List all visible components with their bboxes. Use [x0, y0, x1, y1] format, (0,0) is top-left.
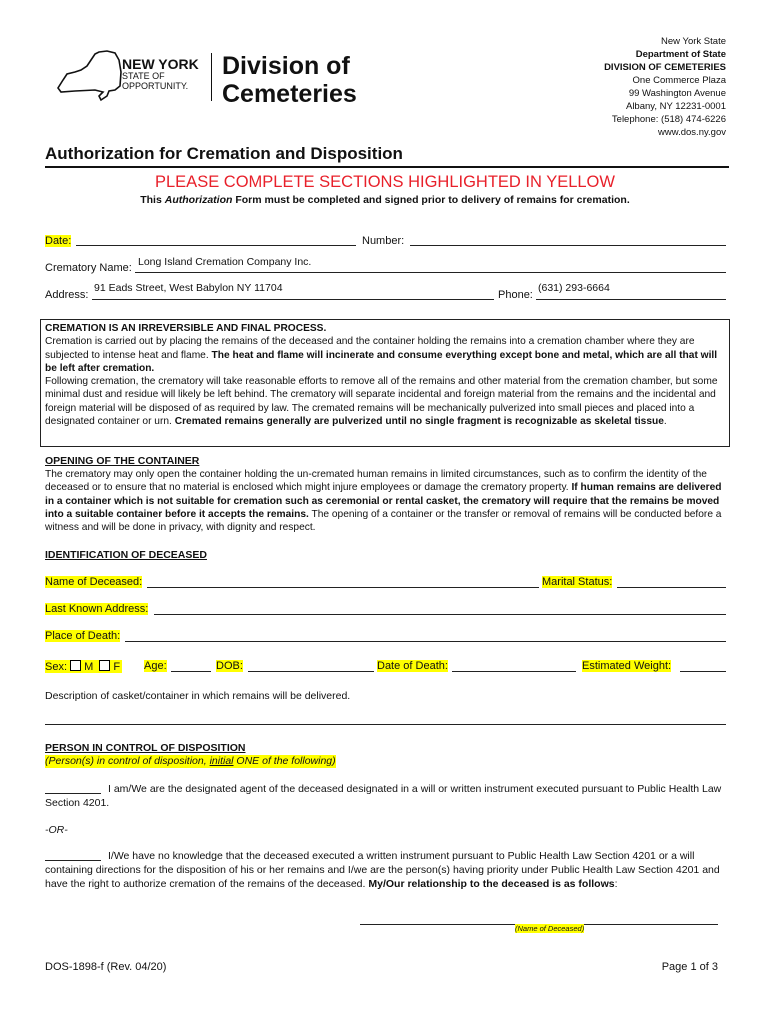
agency-city: Albany, NY 12231-0001 [625, 101, 726, 112]
notice-highlighted-sections: PLEASE COMPLETE SECTIONS HIGHLIGHTED IN YELLOW [155, 173, 615, 191]
cremation-notice-text [45, 322, 729, 428]
form-title: Authorization for Cremation and Disposition [45, 144, 403, 163]
age-label: Age: [144, 660, 167, 672]
logo-new-york: NEW YORK [122, 56, 199, 72]
agency-website: www.dos.ny.gov [658, 127, 726, 138]
agency-division: DIVISION OF CEMETERIES [604, 62, 726, 73]
form-instruction [0, 194, 770, 206]
sex-male-label: M [84, 661, 94, 673]
date-of-death-field[interactable] [452, 671, 576, 672]
opening-p1-bold: If human remains are delivered in a container which is not suitable for cremation such as ceremonial or rental casket, the crematory will require that the remains be moved into a suitable container before it accepts the remains. [45, 482, 722, 520]
sex-female-checkbox[interactable] [99, 660, 110, 671]
dob-field[interactable] [248, 671, 374, 672]
agency-address2: 99 Washington Avenue [628, 88, 726, 99]
date-label: Date: [45, 235, 72, 247]
marital-status-field[interactable] [617, 587, 726, 588]
phone-value[interactable]: (631) 293-6664 [538, 282, 610, 294]
logo-opportunity: OPPORTUNITY. [122, 81, 189, 91]
opening-p1: The crematory may only open the container holding the un-cremated human remains in limited circumstances, such as to confirm the identity of the deceased or to ensure that no material is enclosed which might injure employees or damage the crematory property. [45, 469, 707, 494]
cremation-p1: Cremation is carried out by placing the remains of the deceased and the container holding the remains into a cremation chamber where they are subjected to intense heat and flame. [45, 336, 695, 361]
date-of-death-label: Date of Death: [377, 660, 448, 672]
cremation-p2: Following cremation, the crematory will take reasonable efforts to remove all of the remains and other material from the cremation chamber, but some minimal dust and residue will likely be left behind. The crematory will separate incidental and foreign material from the remains and the incidental and foreign material will be disposed of as required by law. The cremated remains will be mechanically pulverized into small pieces and placed into a designated container or urn. [45, 376, 718, 428]
or-separator: -OR- [45, 824, 68, 836]
crematory-name-value[interactable]: Long Island Cremation Company Inc. [138, 256, 312, 268]
sex-male-checkbox[interactable] [70, 660, 81, 671]
ny-logo-text [122, 57, 199, 91]
agency-department: Department of State [635, 49, 726, 60]
instruction-post: Form must be completed and signed prior to delivery of remains for cremation. [232, 194, 630, 206]
title-rule [45, 166, 729, 168]
address-field[interactable] [92, 299, 494, 300]
option1-label: I am/We are the designated agent of the deceased designated in a will or written instrument executed pursuant to Public Health Law Section 4201. [45, 783, 722, 809]
address-label: Address: [45, 289, 89, 301]
agency-address-block [604, 35, 726, 139]
person-heading: PERSON IN CONTROL OF DISPOSITION [45, 742, 246, 754]
option1-text [45, 782, 729, 810]
opening-text [45, 468, 729, 534]
name-of-deceased-field[interactable] [147, 587, 539, 588]
number-label: Number: [362, 235, 405, 247]
date-field[interactable] [76, 245, 356, 246]
person-subheading [45, 755, 336, 768]
option2-text [45, 849, 729, 891]
instruction-pre: This [140, 194, 165, 206]
estimated-weight-label: Estimated Weight: [582, 660, 672, 672]
sex-label: Sex: [45, 661, 68, 673]
marital-status-label: Marital Status: [542, 576, 613, 588]
opening-heading: OPENING OF THE CONTAINER [45, 455, 200, 467]
page-number: Page 1 of 3 [661, 961, 718, 973]
name-of-deceased-caption: (Name of Deceased) [515, 924, 585, 933]
deceased-heading: IDENTIFICATION OF DECEASED [45, 549, 207, 561]
sex-female-label: F [113, 661, 121, 673]
dob-label: DOB: [216, 660, 243, 672]
form-number: DOS-1898-f (Rev. 04/20) [45, 961, 167, 973]
casket-description-label: Description of casket/container in which remains will be delivered. [45, 690, 351, 702]
person-sub-post: ONE of the following) [233, 755, 336, 767]
last-known-address-label: Last Known Address: [45, 603, 149, 615]
agency-telephone: Telephone: (518) 474-6226 [611, 114, 726, 125]
cremation-p1-bold: The heat and flame will incinerate and consume everything except bone and metal, which are all that will be left after cremation. [45, 349, 718, 374]
cremation-heading: CREMATION IS AN IRREVERSIBLE AND FINAL PROCESS. [45, 323, 327, 334]
number-field[interactable] [410, 245, 726, 246]
crematory-name-field[interactable] [135, 272, 726, 273]
last-known-address-field[interactable] [154, 614, 726, 615]
place-of-death-field[interactable] [125, 641, 726, 642]
estimated-weight-field[interactable] [680, 671, 726, 672]
new-york-state-map-logo [55, 50, 125, 102]
option2-end: : [614, 878, 618, 890]
division-of-cemeteries-title [222, 52, 357, 108]
person-sub-initial: initial [209, 755, 234, 767]
crematory-name-label: Crematory Name: [45, 262, 132, 274]
division-line-2: Cemeteries [222, 80, 357, 108]
opening-p1-end: The opening of a container or the transfer or removal of remains will be conducted before a witness and will be done in privacy, with dignity and respect. [45, 508, 722, 534]
agency-address1: One Commerce Plaza [632, 75, 726, 86]
phone-field[interactable] [536, 299, 726, 300]
cremation-p2-end: . [663, 416, 667, 428]
option2-label: I/We have no knowledge that the deceased executed a written instrument pursuant to Public Health Law Section 4201 or a will containing directions for the disposition of his or her remains and I/we are the person(s) having priority under Public Health Law Section 4201 and have the right to authorize cremation of the remains of the deceased. [45, 850, 720, 890]
casket-description-field[interactable] [45, 724, 726, 725]
address-value[interactable]: 91 Eads Street, West Babylon NY 11704 [94, 282, 283, 294]
instruction-em: Authorization [164, 194, 233, 206]
sex-row [45, 660, 122, 673]
name-of-deceased-label: Name of Deceased: [45, 576, 143, 588]
place-of-death-label: Place of Death: [45, 630, 121, 642]
cremation-p2-bold: Cremated remains generally are pulverized until no single fragment is recognizable as skeletal tissue [174, 416, 664, 428]
logo-divider [211, 53, 212, 101]
person-heading-block [45, 742, 336, 768]
division-line-1: Division of [222, 52, 350, 80]
phone-label: Phone: [498, 289, 533, 301]
age-field[interactable] [171, 671, 211, 672]
logo-state-of: STATE OF [122, 71, 165, 81]
person-sub-pre: (Person(s) in control of disposition, [45, 755, 210, 767]
option2-relationship-label: My/Our relationship to the deceased is as follows [368, 878, 615, 890]
agency-state: New York State [661, 36, 726, 47]
